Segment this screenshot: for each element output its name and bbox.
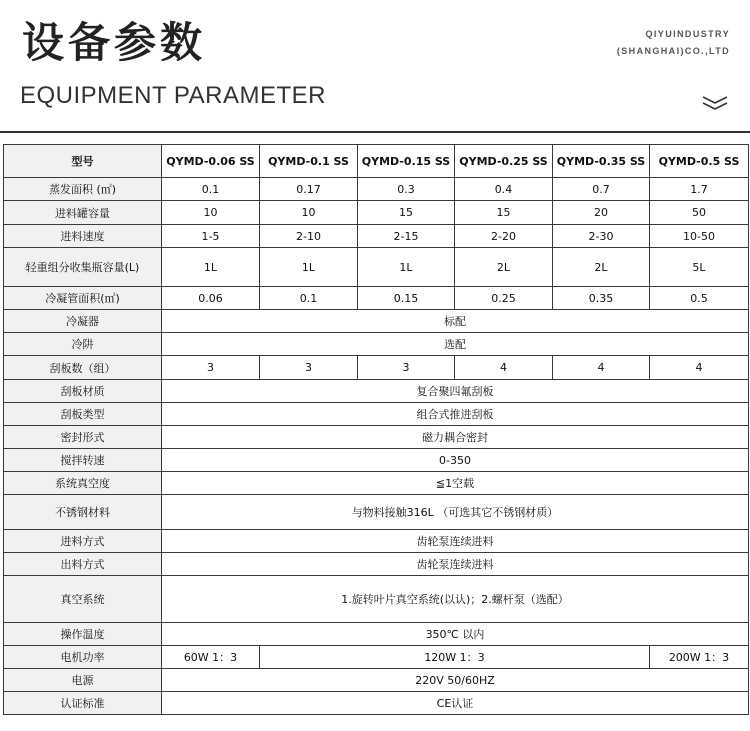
- row-label: 刮板类型: [4, 403, 162, 426]
- table-cell: 3: [260, 356, 358, 380]
- table-cell: 15: [358, 201, 455, 225]
- row-label: 密封形式: [4, 426, 162, 449]
- row-label: 进料方式: [4, 530, 162, 553]
- row-label: 电源: [4, 669, 162, 692]
- table-cell: 标配: [162, 310, 749, 333]
- row-label: 轻重组分收集瓶容量(L): [4, 248, 162, 287]
- table-cell: 4: [553, 356, 650, 380]
- model-cell: QYMD-0.06 SS: [162, 145, 260, 178]
- table-row: [4, 646, 749, 669]
- table-cell: 1-5: [162, 225, 260, 248]
- table-cell: 复合聚四氟刮板: [162, 380, 749, 403]
- page-title: 设备参数: [22, 18, 207, 67]
- row-label: 电机功率: [4, 646, 162, 669]
- row-label: 认证标准: [4, 692, 162, 715]
- table-cell: 1.7: [650, 178, 749, 201]
- table-cell: 1.旋转叶片真空系统(以认)；2.螺杆泵（选配）: [162, 576, 749, 623]
- row-label: 蒸发面积 (㎡): [4, 178, 162, 201]
- row-label: 冷阱: [4, 333, 162, 356]
- table-row: [4, 403, 749, 426]
- table-cell: 与物料接触316L （可选其它不锈钢材质）: [162, 495, 749, 530]
- table-cell: 3: [162, 356, 260, 380]
- page-header: [0, 0, 750, 132]
- table-cell: 0.3: [358, 178, 455, 201]
- table-row: [4, 380, 749, 403]
- table-cell: 4: [650, 356, 749, 380]
- table-row: [4, 623, 749, 646]
- table-cell: 磁力耦合密封: [162, 426, 749, 449]
- table-cell: 50: [650, 201, 749, 225]
- table-row: [4, 495, 749, 530]
- company-name-line1: QIYUINDUSTRY: [645, 29, 730, 39]
- table-row: [4, 692, 749, 715]
- table-row: [4, 669, 749, 692]
- table-cell: 3: [358, 356, 455, 380]
- table-row: [4, 449, 749, 472]
- table-cell: 220V 50/60HZ: [162, 669, 749, 692]
- table-cell: 2L: [553, 248, 650, 287]
- table-cell: 2-20: [455, 225, 553, 248]
- model-cell: QYMD-0.1 SS: [260, 145, 358, 178]
- row-label: 不锈钢材料: [4, 495, 162, 530]
- row-label: 刮板材质: [4, 380, 162, 403]
- table-cell: 5L: [650, 248, 749, 287]
- table-cell: 0.15: [358, 287, 455, 310]
- table-cell: 4: [455, 356, 553, 380]
- row-label: 搅拌转速: [4, 449, 162, 472]
- row-label: 冷凝管面积(㎡): [4, 287, 162, 310]
- company-name-line2: (SHANGHAI)CO.,LTD: [616, 46, 730, 56]
- table-cell: 60W 1：3: [162, 646, 260, 669]
- table-cell: 0.4: [455, 178, 553, 201]
- table-row: [4, 333, 749, 356]
- table-cell: 350℃ 以内: [162, 623, 749, 646]
- table-header-row: [4, 145, 749, 178]
- table-cell: 0.35: [553, 287, 650, 310]
- table-cell: 0.1: [162, 178, 260, 201]
- model-cell: QYMD-0.5 SS: [650, 145, 749, 178]
- table-cell: 0.17: [260, 178, 358, 201]
- row-label: 系统真空度: [4, 472, 162, 495]
- row-label: 进料速度: [4, 225, 162, 248]
- table-cell: 10-50: [650, 225, 749, 248]
- row-label: 真空系统: [4, 576, 162, 623]
- table-cell: 选配: [162, 333, 749, 356]
- company-name: [617, 26, 730, 60]
- table-cell: CE认证: [162, 692, 749, 715]
- table-cell: 齿轮泵连续进料: [162, 553, 749, 576]
- table-cell: 200W 1：3: [650, 646, 749, 669]
- table-row: [4, 356, 749, 380]
- table-cell: 0.5: [650, 287, 749, 310]
- table-row: [4, 178, 749, 201]
- model-cell: QYMD-0.35 SS: [553, 145, 650, 178]
- table-cell: 齿轮泵连续进料: [162, 530, 749, 553]
- table-cell: 10: [162, 201, 260, 225]
- table-cell: 20: [553, 201, 650, 225]
- table-cell: 0.7: [553, 178, 650, 201]
- table-cell: 15: [455, 201, 553, 225]
- table-cell: 0.06: [162, 287, 260, 310]
- table-cell: 1L: [260, 248, 358, 287]
- table-cell: 0.1: [260, 287, 358, 310]
- header-divider: [0, 131, 750, 133]
- row-label: 出料方式: [4, 553, 162, 576]
- row-label: 操作温度: [4, 623, 162, 646]
- table-cell: 10: [260, 201, 358, 225]
- table-row: [4, 225, 749, 248]
- table-cell: 2-15: [358, 225, 455, 248]
- table-row: [4, 472, 749, 495]
- table-row: [4, 310, 749, 333]
- table-cell: 120W 1：3: [260, 646, 650, 669]
- table-cell: 2L: [455, 248, 553, 287]
- table-row: [4, 576, 749, 623]
- table-cell: ≦1空载: [162, 472, 749, 495]
- table-cell: 2-30: [553, 225, 650, 248]
- row-label: 刮板数（组）: [4, 356, 162, 380]
- table-row: [4, 530, 749, 553]
- row-label: 冷凝器: [4, 310, 162, 333]
- row-label: 进料罐容量: [4, 201, 162, 225]
- double-chevron-down-icon: [702, 96, 728, 110]
- row-label: 型号: [4, 145, 162, 178]
- table-row: [4, 287, 749, 310]
- model-cell: QYMD-0.15 SS: [358, 145, 455, 178]
- model-cell: QYMD-0.25 SS: [455, 145, 553, 178]
- table-row: [4, 248, 749, 287]
- table-row: [4, 426, 749, 449]
- table-cell: 1L: [162, 248, 260, 287]
- table-cell: 组合式推进刮板: [162, 403, 749, 426]
- table-row: [4, 553, 749, 576]
- table-cell: 1L: [358, 248, 455, 287]
- parameter-table: [3, 144, 749, 715]
- table-cell: 0.25: [455, 287, 553, 310]
- table-row: [4, 201, 749, 225]
- page-subtitle: EQUIPMENT PARAMETER: [20, 82, 326, 109]
- table-cell: 2-10: [260, 225, 358, 248]
- table-cell: 0-350: [162, 449, 749, 472]
